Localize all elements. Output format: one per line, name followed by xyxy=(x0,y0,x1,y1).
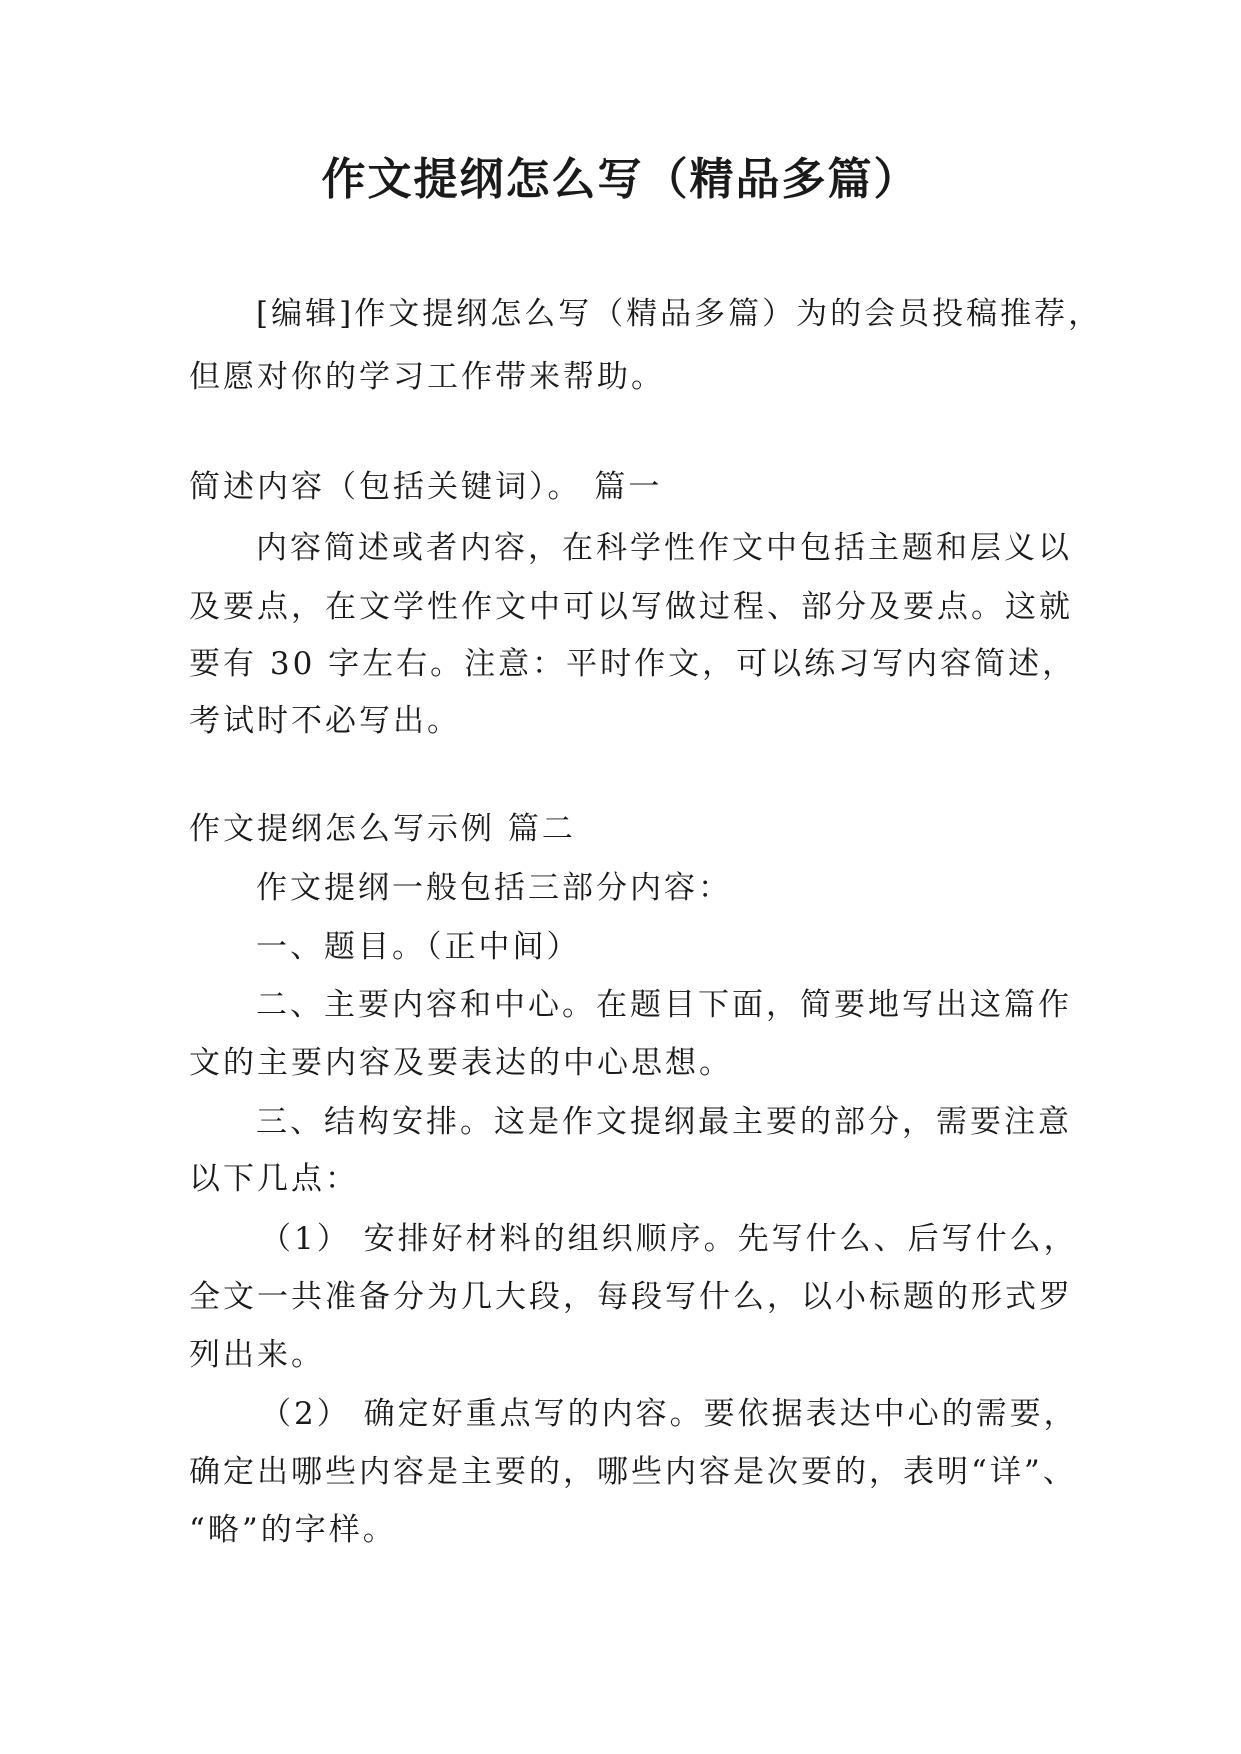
intro-line: [编辑]作文提纲怎么写（精品多篇）为的会员投稿推荐， xyxy=(256,296,1103,332)
body-line: 作文提纲一般包括三部分内容： xyxy=(256,870,732,906)
body-line: 全文一共准备分为几大段，每段写什么，以小标题的形式罗 xyxy=(189,1279,1073,1315)
body-line: 考试时不必写出。 xyxy=(189,703,461,739)
body-line: 一、题目。（正中间） xyxy=(256,929,581,965)
body-line: 要有 30 字左右。注意：平时作文，可以练习写内容简述， xyxy=(189,646,1077,682)
body-line: 三、结构安排。这是作文提纲最主要的部分，需要注意 xyxy=(256,1104,1072,1140)
body-line: 内容简述或者内容，在科学性作文中包括主题和层义以 xyxy=(256,530,1072,566)
document-title: 作文提纲怎么写（精品多篇） xyxy=(321,154,920,205)
section-heading: 作文提纲怎么写示例 篇二 xyxy=(189,811,576,847)
intro-line: 但愿对你的学习工作带来帮助。 xyxy=(189,359,665,395)
body-line: （1） 安排好材料的组织顺序。先写什么、后写什么， xyxy=(260,1221,1078,1257)
body-line: 及要点，在文学性作文中可以写做过程、部分及要点。这就 xyxy=(189,589,1073,625)
body-line: 文的主要内容及要表达的中心思想。 xyxy=(189,1045,733,1081)
body-line: 以下几点： xyxy=(189,1161,359,1197)
body-line: 二、主要内容和中心。在题目下面，简要地写出这篇作 xyxy=(256,987,1072,1023)
body-line: “略”的字样。 xyxy=(189,1512,397,1548)
section-heading: 简述内容（包括关键词）。 篇一 xyxy=(189,469,663,505)
body-line: 确定出哪些内容是主要的，哪些内容是次要的，表明“详”、 xyxy=(189,1454,1077,1490)
body-line: （2） 确定好重点写的内容。要依据表达中心的需要， xyxy=(260,1396,1078,1432)
body-line: 列出来。 xyxy=(189,1337,325,1373)
